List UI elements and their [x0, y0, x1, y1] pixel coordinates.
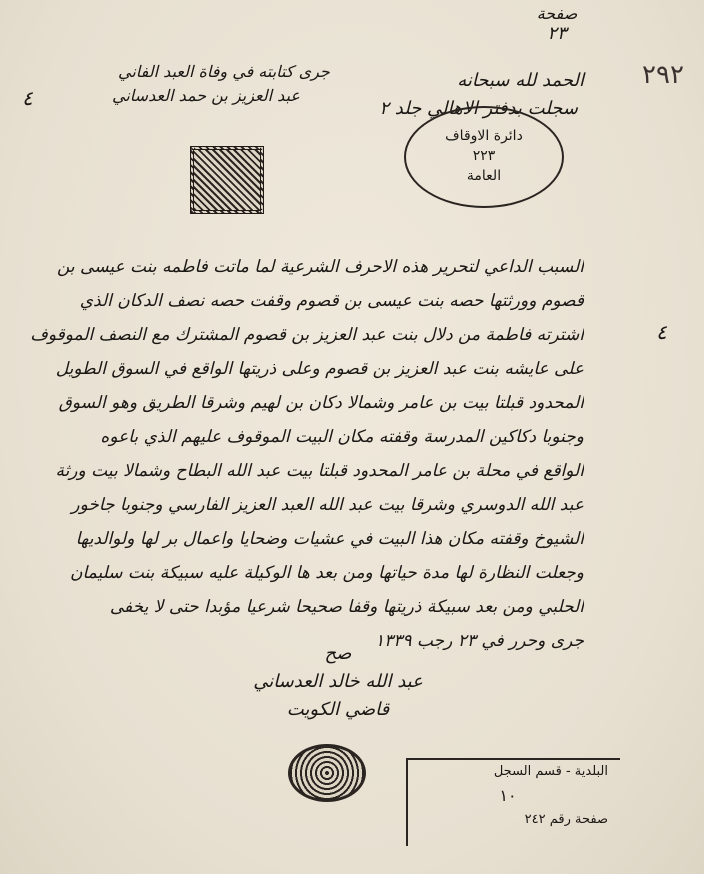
corner-mark: ٤: [22, 86, 33, 110]
body-line: وجنوبا دكاكين المدرسة وقفته مكان البيت الموقوف عليهم الذي باعوه: [100, 427, 584, 447]
header-left-line2: عبد العزيز بن حمد العدساني: [112, 86, 300, 105]
round-seal-icon: [288, 744, 366, 802]
page-label: صفحة: [536, 4, 578, 23]
signature-title: قاضي الكويت: [286, 699, 390, 720]
signature-verified: صح: [324, 643, 352, 664]
header-register-note: سجلت بدفتر الاهالي جلد ٢: [379, 98, 578, 119]
stamp-line3: العامة: [466, 168, 502, 184]
margin-mark: ٤: [656, 320, 667, 344]
signature-name: عبد الله خالد العدساني: [253, 671, 423, 692]
body-date-line: جرى وحرر في ٢٣ رجب ١٣٣٩: [374, 631, 584, 651]
body-line: عبد الله الدوسري وشرقا بيت عبد الله العبد العزيز الفارسي وجنوبا جاخور: [71, 495, 584, 515]
awqaf-oval-stamp: [404, 106, 564, 208]
body-line: الحلبي ومن بعد سبيكة ذريتها وقفا صحيحا شرعيا مؤبدا حتى لا يخفى: [109, 597, 584, 617]
body-line: السبب الداعي لتحرير هذه الاحرف الشرعية لما ماتت فاطمه بنت عيسى بن: [56, 257, 584, 277]
municipality-stamp-page: صفحة رقم ٢٤٢: [524, 812, 608, 827]
body-line: المحدود قبلتا بيت بن عامر وشمالا دكان بن لهيم وشرقا الطريق وهو السوق: [58, 393, 584, 413]
header-left-line1: جرى كتابته في وفاة العبد الفاني: [118, 62, 330, 81]
stamp-line2: ٢٢٣: [472, 148, 496, 164]
body-line: اشترته فاطمة من دلال بنت عبد العزيز بن قصوم المشترك مع النصف الموقوف: [30, 325, 584, 345]
page-number-mark: [532, 4, 582, 44]
municipality-stamp-title: البلدية - قسم السجل: [493, 764, 608, 779]
square-seal-icon: [190, 146, 264, 214]
stamp-line1: دائرة الاوقاف: [445, 128, 523, 144]
body-line: الشيوخ وقفته مكان هذا البيت في عشيات وضحايا واعمال بر لها ولوالديها: [75, 529, 584, 549]
header-invocation: الحمد لله سبحانه: [457, 70, 584, 91]
body-line: وجعلت النظارة لها مدة حياتها ومن بعد ها الوكيلة عليه سبيكة بنت سليمان: [69, 563, 584, 583]
municipality-stamp-number: ١٠: [499, 786, 517, 805]
document-body: [26, 250, 584, 658]
body-line: قصوم وورثتها حصه بنت عيسى بن قصوم وقفت حصه نصف الدكان الذي: [79, 291, 584, 311]
signature-block: [228, 640, 448, 724]
municipality-stamp: [406, 758, 620, 846]
page-number: ٢٣: [547, 23, 567, 44]
body-line: الواقع في محلة بن عامر المحدود قبلتا بيت عبد الله البطاح وشمالا بيت ورثة: [55, 461, 584, 481]
body-line: على عايشه بنت عبد العزيز بن قصوم وعلى ذريتها الواقع في السوق الطويل: [55, 359, 584, 379]
top-left-reference-number: ٢٩٢: [642, 60, 684, 90]
